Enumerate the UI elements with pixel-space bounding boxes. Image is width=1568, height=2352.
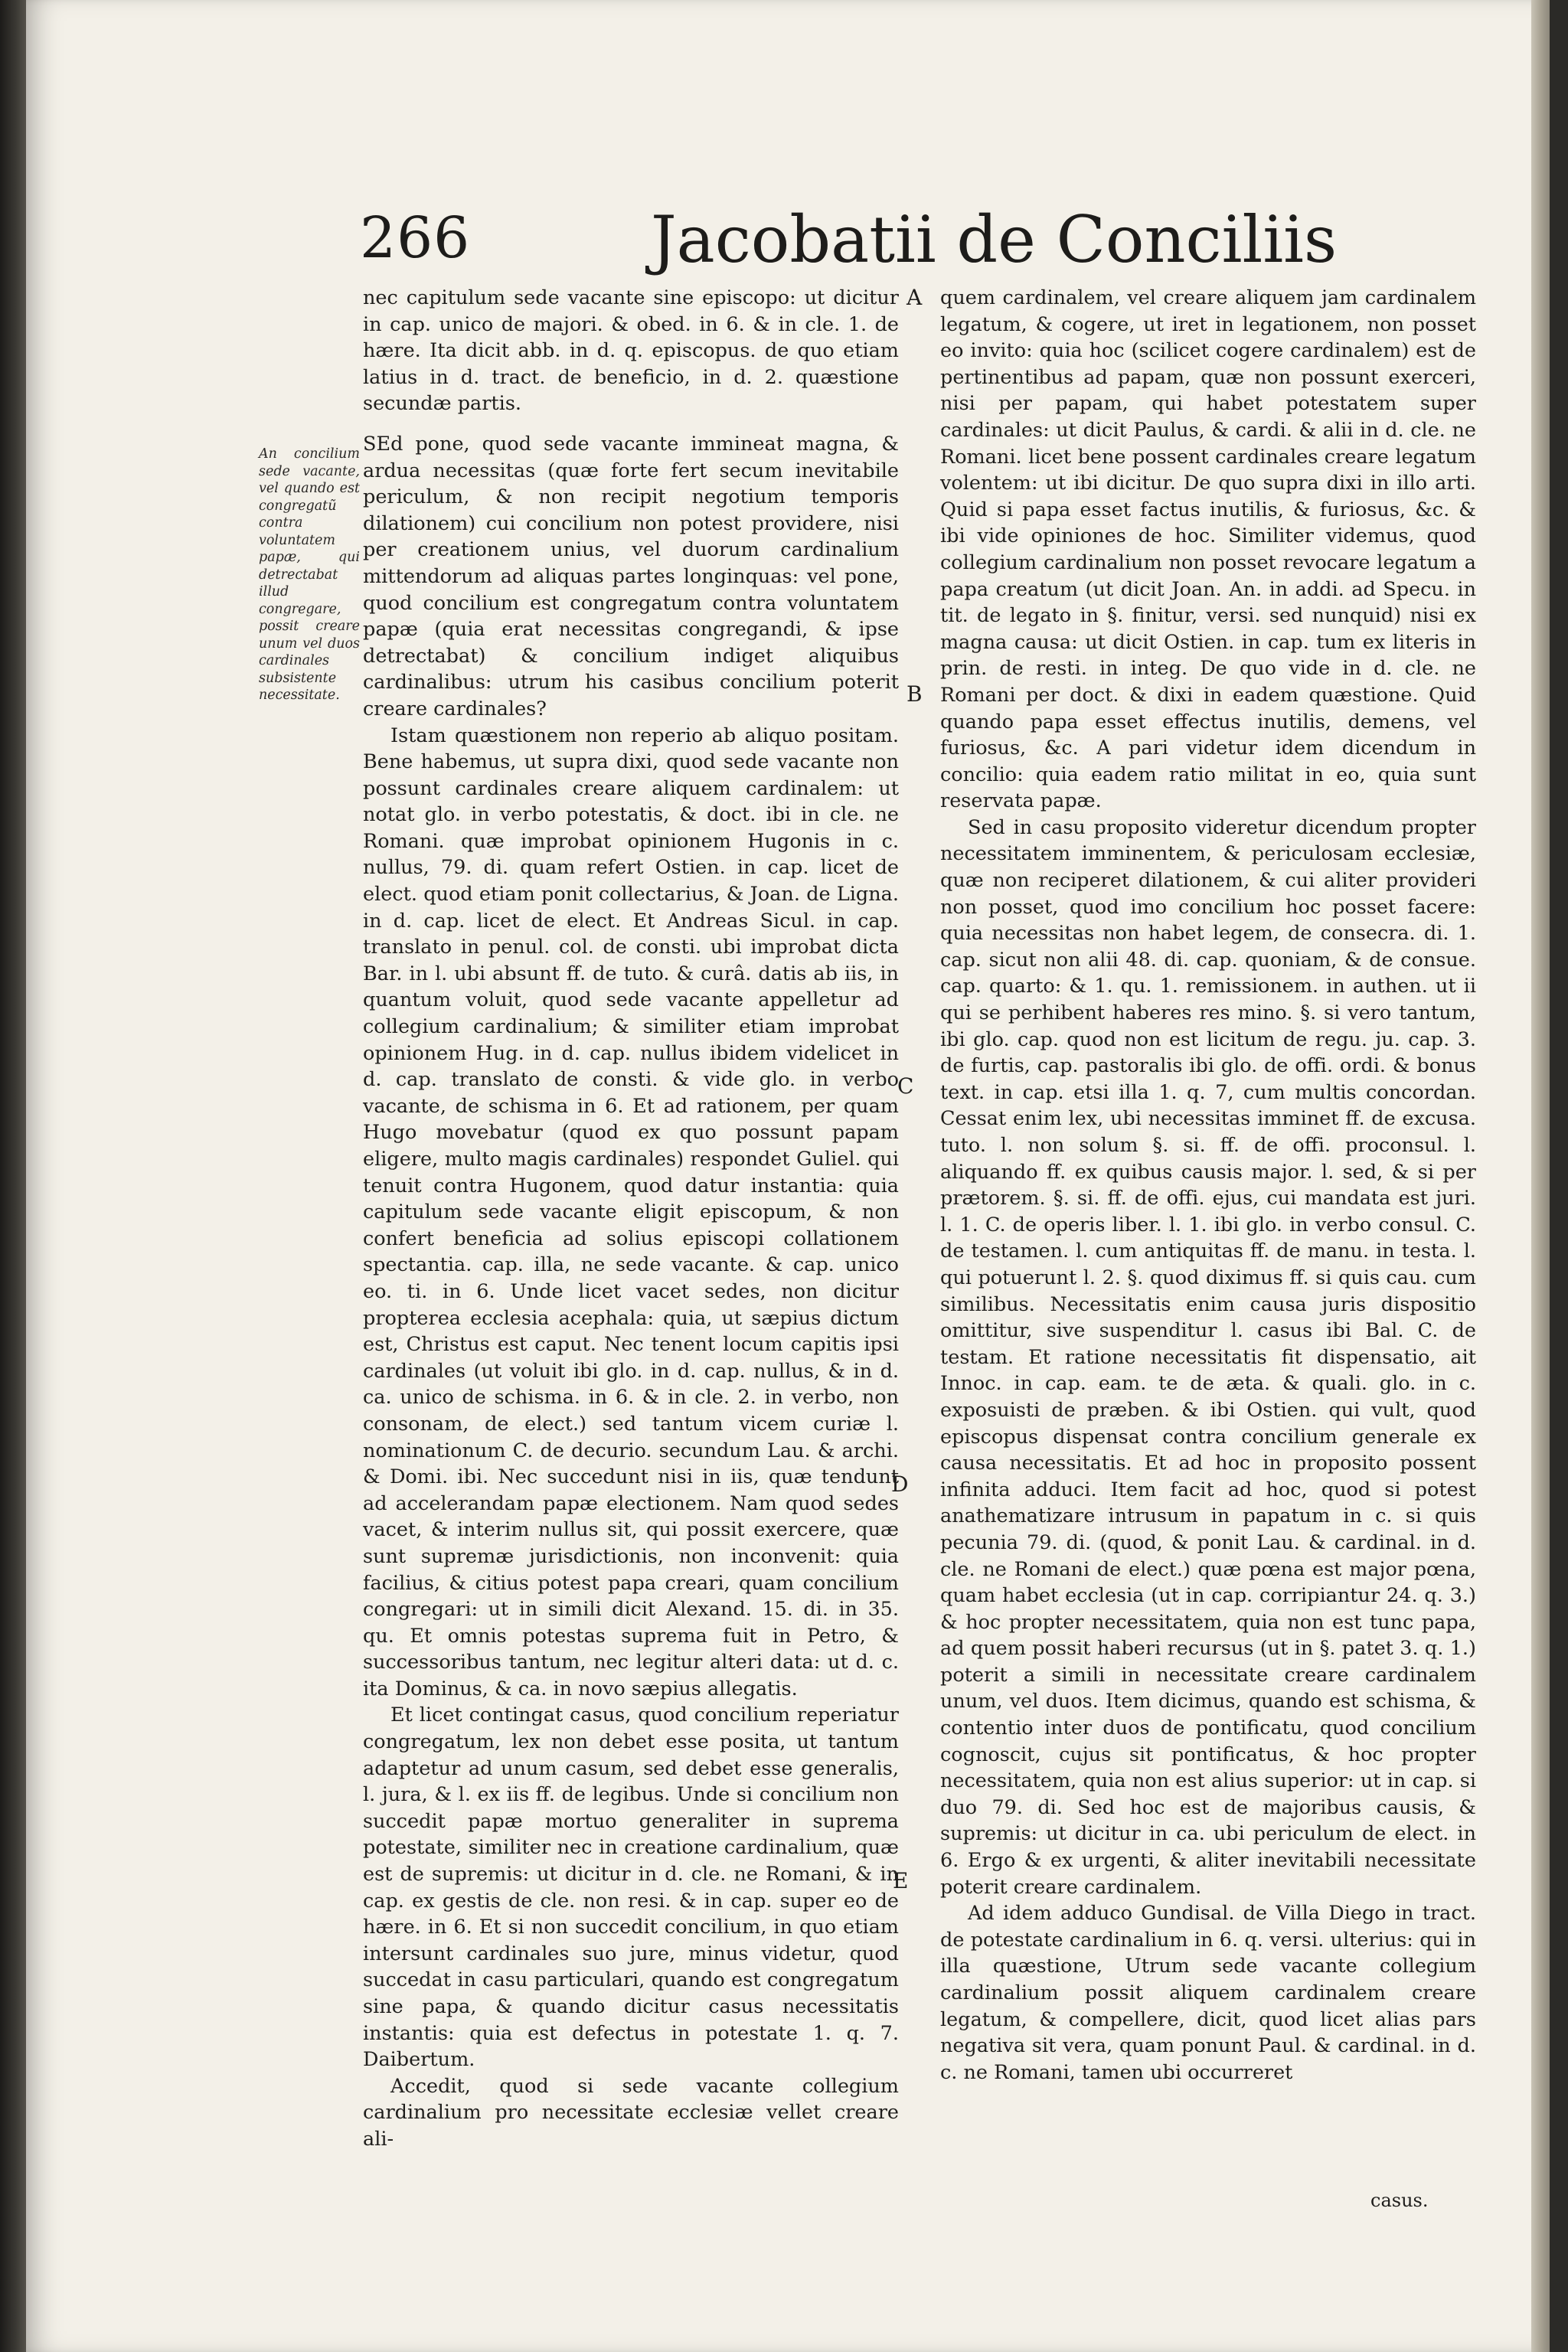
paragraph: Ad idem adduco Gundisal. de Villa Diego in tract. de potestate cardinalium in 6. q. versi. ulterius: qui in illa quæstione, Utrum sede vacante collegium cardinalium possit aliquem cardinalem creare legatum, & compellere, dicit, quod licet alias pars negativa sit vera, quam ponunt Paul. & cardinal. in d. c. ne Romani, tamen ubi occurreret — [940, 1902, 1476, 2084]
book-binding — [0, 0, 26, 2352]
page-edge — [1531, 0, 1550, 2352]
section-letter-d: D — [891, 1472, 909, 1497]
page-header — [360, 202, 1508, 297]
right-column — [940, 285, 1476, 2086]
paragraph: nec capitulum sede vacante sine episcopo: ut dicitur in cap. unico de majori. & obed. in 6. & in cle. 1. de hære. Ita dicit abb. in d. q. episcopus. de quo etiam latius in d. tract. de beneficio, in d. 2. quæstione secundæ partis. — [363, 286, 899, 416]
section-letter-a: A — [906, 285, 923, 310]
paragraph: Accedit, quod si sede vacante collegium cardinalium pro necessitate ecclesiæ vellet creare ali- — [363, 2074, 899, 2151]
left-column — [363, 285, 899, 2153]
paragraph: Sed in casu proposito videretur dicendum propter necessitatem imminentem, & periculosam ecclesiæ, quæ non reciperet dilationem, & cui aliter provideri non posset, quod imo concilium hoc posset facere: quia necessitas non habet legem, de consecra. di. 1. cap. sicut non alii 48. di. cap. quoniam, & de consue. cap. quarto: & 1. qu. 1. remissionem. in authen. ut ii qui se perhibent haberes res mino. §. si vero tantum, ibi glo. cap. quod non est licitum de regu. ju. cap. 3. de furtis, cap. pastoralis ibi glo. de offi. ordi. & bonus text. in cap. etsi illa 1. q. 7, cum multis concordan. Cessat enim lex, ubi necessitas imminet ff. de excusa. tuto. l. non solum §. si. ff. de offi. proconsul. l. aliquando ff. ex quibus causis major. l. sed, & si per prætorem. §. si. ff. de offi. ejus, cui mandata est juri. l. 1. C. de operis liber. l. 1. ibi glo. in verbo consul. C. de testamen. l. cum antiquitas ff. de manu. in testa. l. qui potuerunt l. 2. §. quod diximus ff. si quis cau. cum similibus. Necessitatis enim causa juris dispositio omittitur, sive suspenditur l. casus ibi Bal. C. de testam. Et ratione necessitatis fit dispensatio, ait Innoc. in cap. eam. te de æta. & quali. glo. in c. exposuisti de præben. & ibi Ostien. qui vult, quod episcopus dispensat contra concilium generale ex causa necessitatis. Et ad hoc in proposito possent infinita adduci. Item facit ad hoc, quod si potest anathematizare intrusum in papatum in c. si quis pecunia 79. di. (quod, & ponit Lau. & cardinal. in d. cle. ne Romani de elect.) quæ pœna est major pœna, quam habet ecclesia (ut in cap. corripiantur 24. q. 3.) & hoc propter necessitatem, quia non est tunc papa, ad quem possit haberi recursus (ut in §. patet 3. q. 1.) poterit a simili in necessitate creare cardinalem unum, vel duos. Item dicimus, quando est schisma, & contentio inter duos de pontificatu, quod concilium cognoscit, cujus sit pontificatus, & hoc propter necessitatem, quia non est alius superior: ut in cap. si duo 79. di. Sed hoc est de majoribus causis, & supremis: ut dicitur in ca. ubi periculum de elect. in 6. Ergo & ex urgenti, & aliter inevitabili necessitate poterit creare cardinalem. — [940, 815, 1476, 1899]
section-letter-e: E — [893, 1868, 909, 1893]
paragraph-dropcap: SEd pone, quod sede vacante immineat magna, & ardua necessitas (quæ forte fert secum inevitabile periculum, & non recipit negotium temporis dilationem) cui concilium non potest providere, nisi per creationem unius, vel duorum cardinalium mittendorum ad aliquas partes longinquas: vel pone, quod concilium est congregatum contra voluntatem papæ (quia erat necessitas congregandi, & ipse detrectabat) & concilium indiget aliquibus cardinalibus: utrum his casibus concilium poterit creare cardinales? — [363, 432, 899, 720]
section-letter-b: B — [906, 681, 923, 707]
paragraph: quem cardinalem, vel creare aliquem jam cardinalem legatum, & cogere, ut iret in legationem, non posset eo invito: quia hoc (scilicet cogere cardinalem) est de pertinentibus ad papam, quæ non possunt exerceri, nisi per papam, qui habet potestatem super cardinales: ut dicit Paulus, & cardi. & alii in d. cle. ne Romani. licet bene possent cardinales creare legatum volentem: ut ibi dicitur. De quo supra dixi in illo arti. Quid si papa esset factus inutilis, & furiosus, &c. & ibi vide opiniones de hoc. Similiter videmus, quod collegium cardinalium non posset revocare legatum a papa creatum (ut dicit Joan. An. in addi. ad Specu. in tit. de legato in §. finitur, versi. sed nunquid) nisi ex magna causa: ut dicit Ostien. in cap. tum ex literis in prin. de resti. in integ. De quo vide in d. cle. ne Romani per doct. & dixi in eadem quæstione. Quid quando papa esset effectus inutilis, demens, vel furiosus, &c. A pari videtur idem dicendum in concilio: quia eadem ratio militat in eo, quia sunt reservata papæ. — [940, 286, 1476, 813]
paragraph: Istam quæstionem non reperio ab aliquo positam. Bene habemus, ut supra dixi, quod sede vacante non possunt cardinales creare aliquem cardinalem: ut notat glo. in verbo potestatis, & doct. ibi in cle. ne Romani. quæ improbat opinionem Hugonis in c. nullus, 79. di. quam refert Ostien. in cap. licet de elect. quod etiam ponit collectarius, & Joan. de Ligna. in d. cap. licet de elect. Et Andreas Sicul. in cap. translato in penul. col. de consti. ubi improbat dicta Bar. in l. ubi absunt ff. de tuto. & curâ. datis ab iis, in quantum voluit, quod sede vacante appelletur ad collegium cardinalium; & similiter etiam improbat opinionem Hug. in d. cap. nullus ibidem videlicet in d. cap. translato de consti. & vide glo. in verbo vacante, de schisma in 6. Et ad rationem, per quam Hugo movebatur (quod ex quo possunt papam eligere, multo magis cardinales) respondet Guliel. qui tenuit contra Hugonem, quod datur instantia: quia capitulum sede vacante eligit episcopum, & non confert beneficia ad solius episcopi collationem spectantia. cap. illa, ne sede vacante. & cap. unico eo. ti. in 6. Unde licet vacet sedes, non dicitur propterea ecclesia acephala: quia, ut sæpius dictum est, Christus est caput. Nec tenent locum capitis ipsi cardinales (ut voluit ibi glo. in d. cap. nullus, & in d. ca. unico de schisma. in 6. & in cle. 2. in verbo, non consonam, de elect.) sed tantum vicem curiæ l. nominationum C. de decurio. secundum Lau. & archi. & Domi. ibi. Nec succedunt nisi in iis, quæ tendunt ad accelerandam papæ electionem. Nam quod sedes vacet, & interim nullus sit, qui possit exercere, quæ sunt supremæ jurisdictionis, non inconvenit: quia facilius, & citius potest papa creari, quam concilium congregari: ut in simili dicit Alexand. 15. di. in 35. qu. Et omnis potestas suprema fuit in Petro, & successoribus tantum, nec legitur alteri data: ut d. c. ita Dominus, & ca. in novo sæpius allegatis. — [363, 724, 899, 1700]
marginal-note: An concilium sede vacante, vel quando est congregatũ contra voluntatem papæ, qui detrectabat illud congregare, possit creare unum vel duos cardinales subsistente necessitate. — [259, 446, 360, 703]
paragraph: Et licet contingat casus, quod concilium reperiatur congregatum, lex non debet esse posita, ut tantum adaptetur ad unum casum, sed debet esse generalis, l. jura, & l. ex iis ff. de legibus. Unde si concilium non succedit papæ mortuo generaliter in suprema potestate, similiter nec in creatione cardinalium, quæ est de supremis: ut dicitur in d. cle. ne Romani, & in cap. ex gestis de cle. non resi. & in cap. super eo de hære. in 6. Et si non succedit concilium, in quo etiam intersunt cardinales suo jure, minus videtur, quod succedat in casu particulari, quando est congregatum sine papa, & quando dicitur casus necessitatis instantis: quia est defectus in potestate 1. q. 7. Daibertum. — [363, 1704, 899, 2072]
section-letter-c: C — [897, 1073, 914, 1099]
catchword: casus. — [1370, 2190, 1429, 2211]
page-number: 266 — [360, 205, 471, 271]
running-title: Jacobatii de Conciliis — [651, 202, 1338, 277]
